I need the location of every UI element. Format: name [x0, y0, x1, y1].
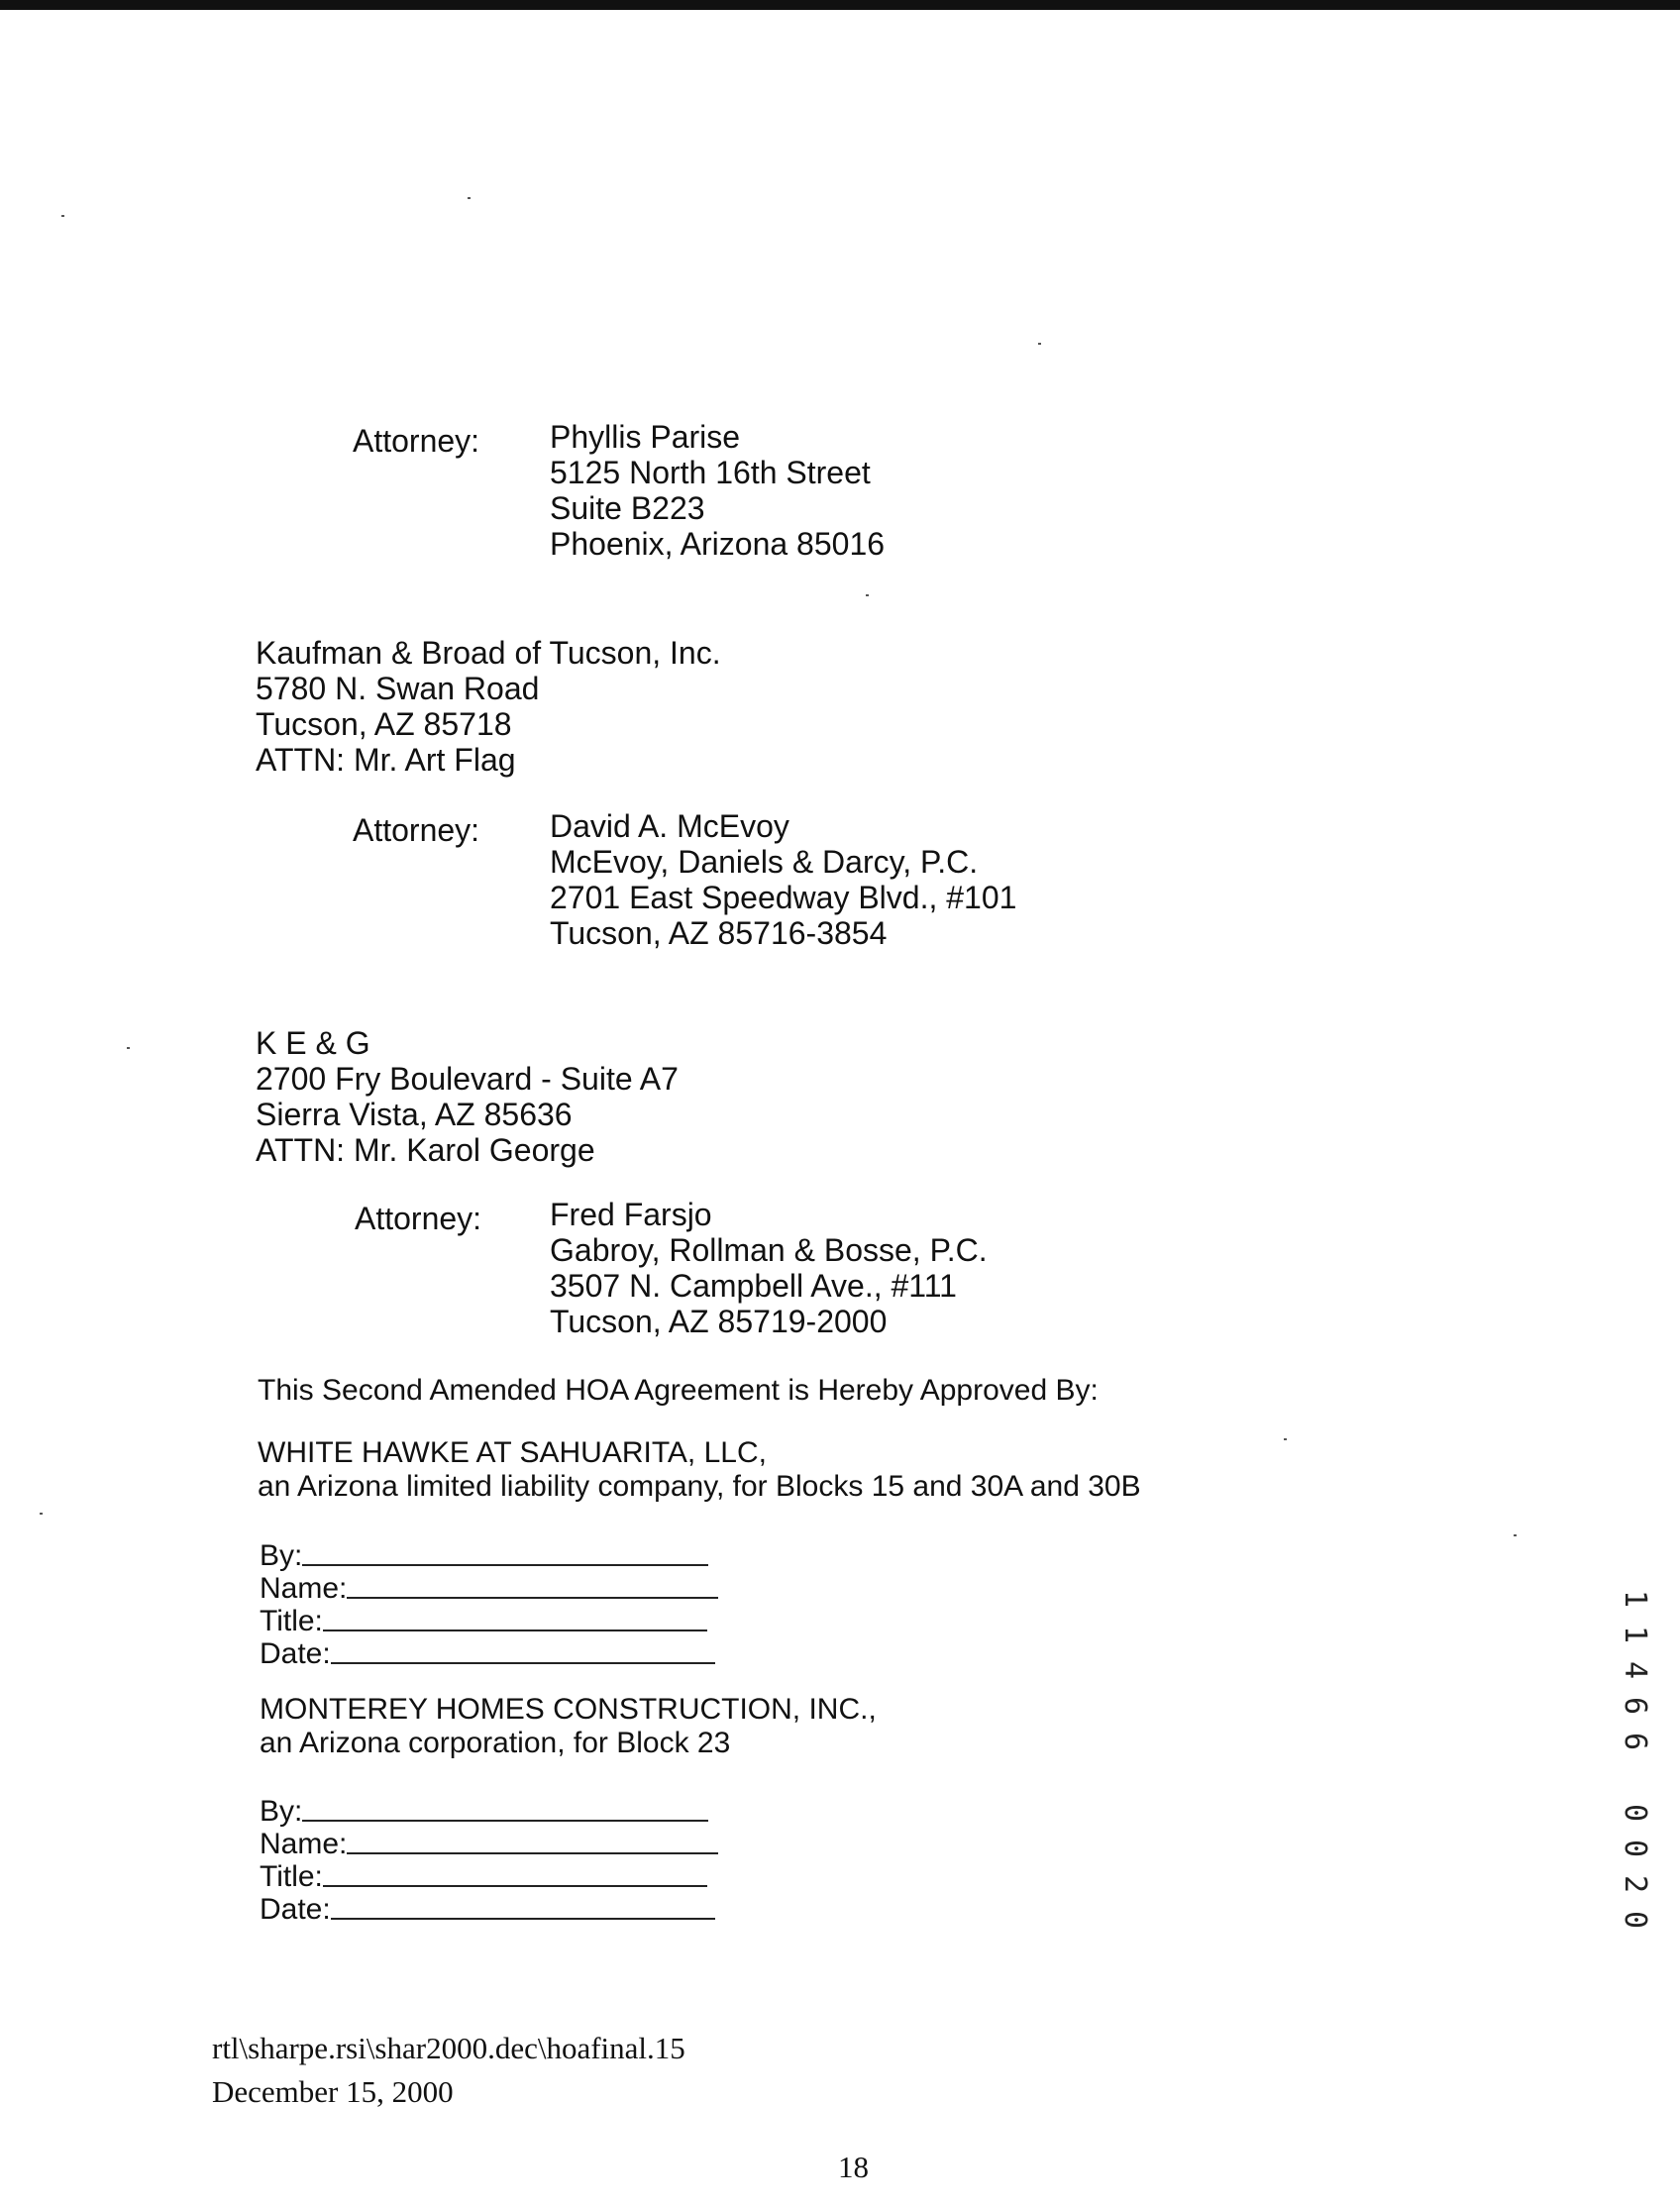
approval-statement: This Second Amended HOA Agreement is Hereby Approved By:: [258, 1374, 1099, 1407]
signature-fields-1: [260, 1539, 718, 1670]
scan-speck: [1284, 1438, 1287, 1440]
signature-row-by[interactable]: [260, 1795, 718, 1828]
field-label: Date:: [260, 1637, 331, 1670]
signature-row-title[interactable]: [260, 1860, 718, 1893]
signatory-name: WHITE HAWKE AT SAHUARITA, LLC,: [258, 1436, 767, 1469]
signature-fields-2: [260, 1795, 718, 1926]
stamp-digit: 0: [1618, 1839, 1652, 1858]
scan-speck: [40, 1513, 43, 1515]
document-date: December 15, 2000: [212, 2074, 454, 2109]
attorney-address: [550, 419, 885, 562]
party-line: 5780 N. Swan Road: [256, 671, 540, 706]
signature-line[interactable]: [347, 1597, 718, 1599]
party-line: ATTN: Mr. Art Flag: [256, 742, 516, 778]
attorney-line: 3507 N. Campbell Ave., #111: [550, 1268, 957, 1304]
scan-speck: [468, 197, 471, 199]
bates-stamp: [1618, 1581, 1652, 1938]
signature-row-by[interactable]: [260, 1539, 718, 1572]
signature-line[interactable]: [347, 1852, 718, 1854]
attorney-line: Fred Farsjo: [550, 1197, 712, 1232]
attorney-line: Tucson, AZ 85719-2000: [550, 1304, 888, 1339]
field-label: By:: [260, 1539, 303, 1572]
stamp-digit: 4: [1618, 1660, 1652, 1680]
party-line: Kaufman & Broad of Tucson, Inc.: [256, 635, 721, 671]
party-line: ATTN: Mr. Karol George: [256, 1132, 595, 1168]
attorney-line: Phoenix, Arizona 85016: [550, 526, 886, 562]
signature-line[interactable]: [323, 1885, 707, 1887]
field-label: Name:: [260, 1572, 348, 1605]
party-line: K E & G: [256, 1025, 370, 1061]
attorney-line: 5125 North 16th Street: [550, 455, 871, 490]
signature-line[interactable]: [331, 1662, 715, 1664]
field-label: Name:: [260, 1828, 348, 1860]
party-line: 2700 Fry Boulevard - Suite A7: [256, 1061, 679, 1097]
attorney-address: [550, 808, 1016, 951]
signature-row-name[interactable]: [260, 1828, 718, 1860]
attorney-line: Tucson, AZ 85716-3854: [550, 915, 888, 951]
stamp-digit: 6: [1618, 1732, 1652, 1751]
attorney-label: Attorney:: [353, 812, 480, 848]
signatory-white-hawke: [258, 1436, 1141, 1504]
field-label: By:: [260, 1795, 303, 1828]
scan-top-border: [0, 0, 1680, 10]
stamp-digit: 1: [1618, 1589, 1652, 1609]
stamp-digit: 0: [1618, 1910, 1652, 1930]
stamp-digit: 6: [1618, 1696, 1652, 1716]
scan-speck: [1514, 1534, 1517, 1536]
attorney-label: Attorney:: [355, 1201, 482, 1236]
file-path: rtl\sharpe.rsi\shar2000.dec\hoafinal.15: [212, 2031, 685, 2065]
signatory-description: an Arizona corporation, for Block 23: [260, 1727, 731, 1759]
signature-row-title[interactable]: [260, 1605, 718, 1637]
party-line: Sierra Vista, AZ 85636: [256, 1097, 573, 1132]
attorney-line: David A. McEvoy: [550, 808, 789, 844]
signature-line[interactable]: [302, 1820, 708, 1822]
attorney-line: McEvoy, Daniels & Darcy, P.C.: [550, 844, 979, 880]
signature-line[interactable]: [323, 1630, 707, 1631]
party-line: Tucson, AZ 85718: [256, 706, 512, 742]
field-label: Title:: [260, 1605, 323, 1637]
signatory-name: MONTEREY HOMES CONSTRUCTION, INC.,: [260, 1693, 877, 1726]
stamp-digit: 2: [1618, 1874, 1652, 1894]
scan-speck: [127, 1047, 130, 1049]
attorney-address: [550, 1197, 988, 1339]
attorney-line: Phyllis Parise: [550, 419, 741, 455]
scan-speck: [61, 215, 64, 217]
party-address-kaufman-broad: [256, 635, 721, 778]
document-footer: [212, 2027, 685, 2114]
signatory-monterey-homes: [260, 1693, 877, 1760]
signature-row-name[interactable]: [260, 1572, 718, 1605]
signatory-description: an Arizona limited liability company, for Blocks 15 and 30A and 30B: [258, 1470, 1141, 1503]
attorney-line: Gabroy, Rollman & Bosse, P.C.: [550, 1232, 988, 1268]
field-label: Date:: [260, 1893, 331, 1926]
signature-line[interactable]: [302, 1564, 708, 1566]
scan-speck: [1038, 343, 1041, 345]
page-number: 18: [838, 2150, 869, 2184]
scan-speck: [866, 594, 869, 596]
attorney-line: 2701 East Speedway Blvd., #101: [550, 880, 1017, 915]
party-address-keg: [256, 1025, 679, 1168]
signature-row-date[interactable]: [260, 1637, 718, 1670]
stamp-digit: 1: [1618, 1625, 1652, 1644]
signature-line[interactable]: [331, 1918, 715, 1920]
attorney-line: Suite B223: [550, 490, 705, 526]
field-label: Title:: [260, 1860, 323, 1893]
stamp-digit: 0: [1618, 1803, 1652, 1823]
signature-row-date[interactable]: [260, 1893, 718, 1926]
attorney-label: Attorney:: [353, 423, 480, 459]
